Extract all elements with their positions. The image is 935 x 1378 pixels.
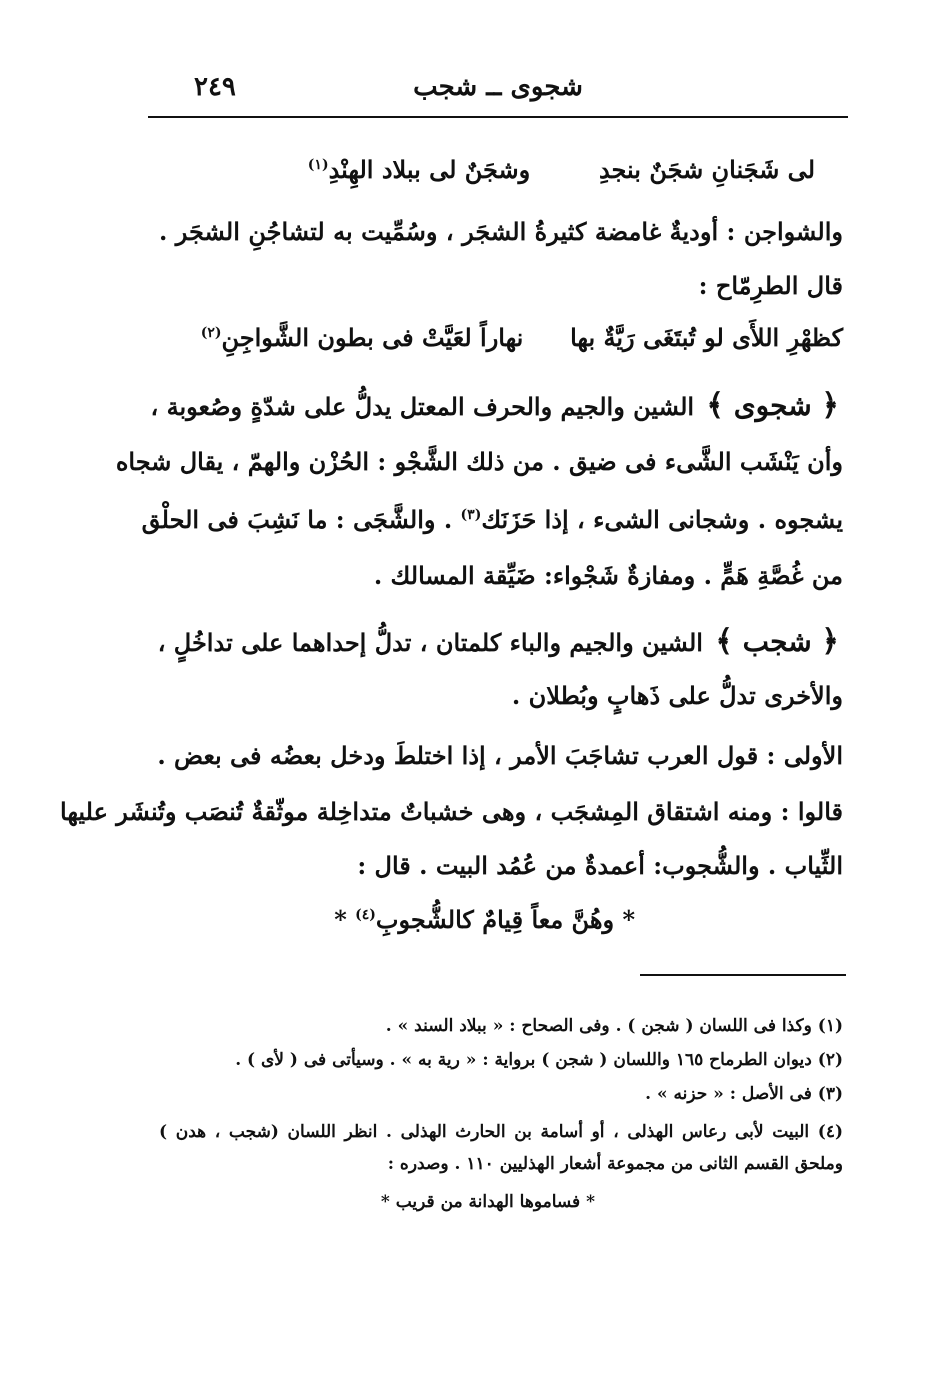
- verse-3: [334, 906, 635, 935]
- footnote-2: (٢) ديوان الطرماح ١٦٥ واللسان ( شجن ) برواية : « رية به » . وسيأتى فى ( لأى ) .: [235, 1050, 843, 1070]
- entry-shajab-line-3: الأولى : قول العرب تشاجَبَ الأمر ، إذا اختلطَ ودخل بعضُه فى بعض .: [157, 741, 843, 770]
- entry-shajab-line-2: والأخرى تدلُّ على ذَهابٍ وبُطلان .: [511, 681, 843, 710]
- header-rule: [148, 116, 848, 118]
- entry-shajab-text-1: الشين والجيم والباء كلمتان ، تدلُّ إحداهما على تداخُلٍ ،: [157, 628, 703, 657]
- footnote-ref-2: (٢): [200, 325, 222, 341]
- entry-shajwa-line-1: [150, 388, 843, 424]
- footnote-ref-3: (٣): [460, 507, 482, 523]
- footnote-4-line-2: وملحق القسم الثانى من مجموعة أشعار الهذليين ١١٠ . وصدره :: [387, 1154, 843, 1174]
- footnote-4-line-1: (٤) البيت لأبى رعاس الهذلى ، أو أسامة بن الحارث الهذلى . انظر اللسان (شجب ، هدن ): [159, 1122, 843, 1142]
- footnote-3: (٣) فى الأصل : « حزنه » .: [645, 1084, 843, 1104]
- verse-3-star-right: *: [622, 905, 635, 934]
- footnote-4-verse: [381, 1192, 595, 1212]
- verse-2: [201, 324, 843, 353]
- headword-shajab: ﴿ شجب ﴾: [715, 624, 839, 659]
- entry-shajwa-line-3: يشجوه . وشجانى الشىء ، إذا حَزَنَك$^{(٣)}$ . والشَّجَى : ما نَشِبَ فى الحلْق: [141, 505, 843, 534]
- page-header: [148, 72, 848, 112]
- verse-2-hemistich-left: نهاراً لعَيَّتْ فى بطون الشَّواجِنِ: [221, 323, 524, 352]
- entry-shajwa-line-2: وأن يَنْشَب الشَّىء فى ضيق . من ذلك الشَّجْو : الحُزْن والهمّ ، يقال شجاه: [115, 447, 843, 476]
- verse-1-hemistich-left: وشجَنٌ لى ببلاد الهِنْدِ: [328, 155, 531, 184]
- entry-shajwa-line-4: من غُصَّةِ هَمٍّ . ومفازةٌ شَجْواء: ضَيِّقة المسالك .: [373, 561, 843, 590]
- verse-3-text: وهُنَّ معاً قِيامٌ كالشُّجوبِ: [375, 905, 615, 934]
- page-number: ٢٤٩: [194, 72, 236, 102]
- line-qala-tirimmah: قال الطرِمّاح :: [698, 271, 843, 300]
- footnote-ref-1: (١): [307, 157, 329, 173]
- verse-1: [308, 156, 815, 185]
- footnote-4-verse-text: فساموها الهدانة من قريب: [395, 1192, 581, 1212]
- footnote-4-star-right: *: [586, 1192, 595, 1212]
- running-title: شجوى ــ شجب: [413, 72, 583, 102]
- verse-2-hemistich-right: كظهْرِ اللأَى لو تُبتَغَى رَيَّةٌ بها: [570, 323, 843, 352]
- entry-shajab-line-4: قالوا : ومنه اشتقاق المِشجَب ، وهى خشباتٌ متداخِلة موثّقةٌ تُنصَب وتُنشَر عليها: [60, 797, 843, 826]
- footnote-1: (١) وكذا فى اللسان ( شجن ) . وفى الصحاح : « ببلاد السند » .: [385, 1016, 843, 1036]
- entry-shajab-line-5: الثِّياب . والشُّجوب: أعمدةٌ من عُمُد البيت . قال :: [357, 851, 843, 880]
- footnote-rule: [640, 974, 846, 976]
- line-shawajin: والشواجن : أوديةٌ غامضة كثيرةُ الشجَر ، وسُمِّيت به لتشاجُنِ الشجَر .: [159, 217, 844, 246]
- entry-shajwa-text-1: الشين والجيم والحرف المعتل يدلُّ على شدّةٍ وصُعوبة ،: [150, 392, 695, 421]
- footnote-ref-4: (٤): [355, 907, 376, 923]
- verse-1-hemistich-right: لى شَجَنانِ شجَنٌ بنجدِ: [598, 155, 815, 184]
- headword-shajwa: ﴿ شجوى ﴾: [706, 388, 839, 423]
- verse-3-star-left: *: [334, 905, 347, 934]
- footnote-4-star-left: *: [380, 1192, 390, 1212]
- entry-shajab-line-1: [159, 624, 843, 660]
